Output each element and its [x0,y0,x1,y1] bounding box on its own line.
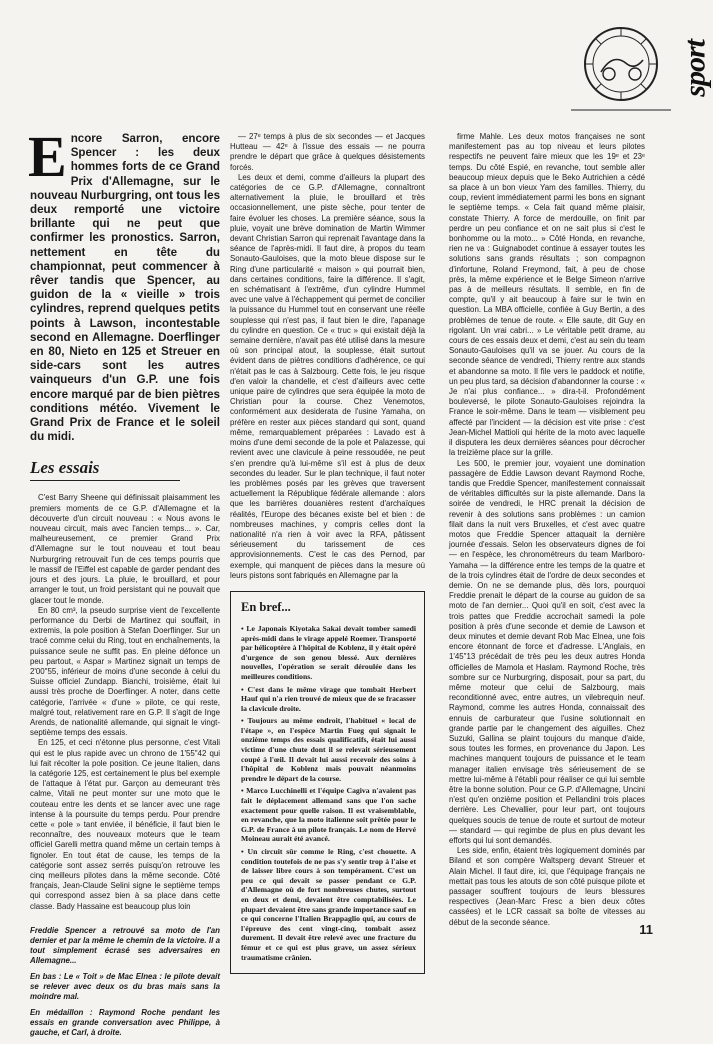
paragraph: En 80 cm³, la pseudo surprise vient de l'excellente performance du Derbi de Martinez qui souffait, in extremis, la pole position à Stefan Doerflinger. Sur un tracé comme celui du Ring, tout en enchaînements, la puissance seule ne suffit pas. En pleine défonce un peu partout, « Aspar » Martinez signait un temps de 2'00"55, inférieur de moins d'une seconde à celui du Suisse officiel Zundapp. Bianchi, troisième, était lui aussi très proche de Doerflinger. A noter, dans cette catégorie, l'arrivée « d'une » pilote, ce qui reste, malgré tout, relativement rare en G.P. Il s'agit de Inge Arends, de nationalité allemande, qui signait le vingt-septième temps des essais. [30,605,220,738]
sport-word: sport [679,40,712,97]
column-2 [230,132,425,974]
bref-item: • Toujours au même endroit, l'habituel « local de l'étape », en l'espèce Martin Fueg qui signait le onzième temps des essais qualificatifs, était lui aussi victime d'une chute dont il se relevait sérieusement coupé à l'œil. Il devait lui aussi recevoir des soins à l'hôpital de Koblenz mais pouvait néanmoins prendre le départ de la course. [241,716,416,783]
paragraph: Les side, enfin, étaient très logiquement dominés par Biland et son compère Waltsperg devant Streuer et Alain Michel. Il faut dire, ici, que l'équipage français ne mettait pas tous les atouts de son côté puisque pilote et passager souffrent toujours de leurs blessures respectives (Jean-Marc Fresc a bien deux côtes cassées) et le LCR cassait sa boîte de vitesses au début de la seconde séance. [449,846,645,927]
sport-badge [561,12,712,124]
col3-body [449,132,645,928]
paragraph: C'est Barry Sheene qui définissait plaisamment les premiers moments de ce G.P. d'Allemagne et la découverte d'un circuit nouveau : « Nous avons le nouveau circuit, mais avec l'ancien temps... ». Car, malheureusement, ce premier Grand Prix d'Allemagne sur le tout nouveau et tout beau Nurburgring retrouvait l'un de ces temps pourris que le massif de l'Eiffel est capable de garder pendant des jours et des jours. La pluie, le brouillard, et pour arranger le tout, un froid persistant qui ne pouvait que glacer tout le monde. [30,493,220,605]
paragraph: — 27ᵉ temps à plus de six secondes — et Jacques Hutteau — 42ᵉ à l'issue des essais — ne pourra prendre le départ que grâce à quelques désistements forcés. [230,132,425,172]
bref-item: • Un circuit sûr comme le Ring, c'est chouette. A condition toutefois de ne pas s'y sentir trop à l'aise et de laisser libre cours à son tempérament. C'est un peu ce qui devait se passer pendant ce G.P. d'Allemagne où de fort nombreuses chutes, surtout en deux et demi, devaient être comptabilisées. Le plupart devaient être sans grande importance sauf en ce qui concerne l'Italien Brappaglio qui, au cours de l'épreuve des cent vingt-cinq, tombait assez durement. Il devait être relevé avec une fracture du fémur et ce qui est plus grave, un assez sérieux traumatisme crânien. [241,847,416,962]
caption: En bas : Le « Toit » de Mac Elnea : le pilote devait se relever avec deux os du bras mais sans la moindre mal. [30,971,220,1001]
lead-text: ncore Sarron, encore Spencer : les deux hommes forts de ce Grand Prix d'Allemagne, sur le nouveau Nurburgring, ont tous les deux remporté une victoire brillante qui ne peut que confirmer les pronostics. Sarron, nettement en tête du championnat, peut commencer à rêver tandis que Spencer, au guidon de la « vieille » trois cylindres, reprend quelques petits points à Lawson, incontestable second en Allemagne. Doerflinger en 80, Nieto en 125 et Streuer en side-cars sont les autres vainqueurs d'un G.P. une fois encore marqué par de bien piètres conditions météo. Vivement le Grand Prix de France et le soleil du midi. [30,132,221,444]
paragraph: Les deux et demi, comme d'ailleurs la plupart des catégories de ce G.P. d'Allemagne, connaîtront alternativement la pluie, le brouillard et très occasionnellement, une piste sèche, pour tenter de faire évoluer les choses. La première séance, sous la pluie, voyait une brève domination de Martin Wimmer devant Christian Sarron qui reprenait l'avantage dans la séance de l'après-midi. Il faut dire, à propos du team Sonauto-Gauloises, que la moto bleue dispose sur le Ring d'une particularité « maison » qui pourrait bien, dans certaines conditions, faire la différence. Il s'agit, en schématisant à l'extrême, d'un cylindre Hummel avec une valve à l'échappement qui permet de concilier la puissance du Hummel tout en conservant une réelle souplesse qui n'est pas, il faut bien le dire, l'apanage du cylindre en question. Ce « truc » qui existait déjà la semaine dernière, n'avait pas été utilisé dans la mesure où son principal atout, la souplesse, était surtout évident dans de piètres conditions d'adhérence, ce qui n'était pas le cas à Salzbourg. Cette fois, le jeu risque d'en valoir la chandelle, et c'est d'ailleurs avec cette unique paire de cylindres que sera équipée la moto de Christian pour la course. Chez Venemotos, conformément aux desiderata de l'usine Yamaha, on préfère en rester aux pièces standard qui sont, quand même, remarquablement préparées : Lavado est à moins d'une demi seconde de la pole et Palazesse, qui revient avec une clavicule à peine ressoudée, ne peut s'en prendre qu'à lui-même s'il est à plus de deux secondes du leader. Sur le plan technique, il faut noter les problèmes posés par les grèves que traversent actuellement la République fédérale allemande : alors que les barrières douanières restent d'archaïques réalités, l'Europe des bécanes existe bel et bien : de nombreuses machines, y compris celles dont la nationalité n'a rien à voir avec la RFA, pâtissent sérieusement du tarissement de ces approvisionnements. C'est le cas des Pernod, par exemple, qui manquent de pièces dans la mesure où leurs pistons sont fabriqués en Allemagne par la [230,172,425,580]
col2-body [230,132,425,581]
paragraph: En 125, et ceci n'étonne plus personne, c'est Vitali qui est le plus rapide avec un chrono de 1'55"42 qui lui fait récolter la pole position. Ce jeune Italien, dans la catégorie 125, est certainement le plus bel exemple de l'attaque à l'état pur. Garçon au demeurant très calme, Vitali ne peut monter sur une moto que le couteau entre les dents et se lancer avec une rage intense à la poursuite du temps perdu. Pour prendre cette « pole » tant enviée, il bénéficie, il faut bien le reconnaître, des nouveaux moteurs que le team officiel Garelli mettra quand même un certain temps à fignoler. En tout état de cause, les temps de la catégorie sont assez serrés puisqu'on retrouve les cinq meilleurs pilotes dans la même seconde. Côté français, Jean-Claude Selini signe le septième temps qui correspond assez bien à sa place dans cette classe. Bady Hassaine est beaucoup plus loin [30,738,220,911]
drop-cap: E [28,124,67,189]
col1-body [30,493,220,911]
badge-illustration [561,12,681,124]
photo-captions [30,926,220,1038]
bref-item: • C'est dans le même virage que tombait Herbert Hauf qui n'a rien trouvé de mieux que de se fracasser la clavicule droite. [241,684,416,713]
column-1 [28,124,221,1044]
bref-item: • Marco Lucchinelli et l'équipe Cagiva n'avaient pas fait le déplacement allemand sans que l'on sache exactement pour quelle raison. Il est vraisemblable, en revanche, que la moto italienne soit prêtée pour le G.P. de France à un pilote français. Le nom de Hervé Moineau aurait été avancé. [241,786,416,844]
lead-paragraph [28,124,221,444]
paragraph: Les 500, le premier jour, voyaient une domination passagère de Eddie Lawson devant Raymond Roche, tandis que Freddie Spencer, manifestement connaissait de véritables difficultés sur la piste allemande. Dans la soirée de vendredi, le HRC prenait la décision de revenir à des solutions sans problèmes : un camion filait dans la nuit vers Bruxelles, et c'est avec quatre motos que Freddie Spencer attaquait la dernière journée d'essais. Selon les observateurs dignes de foi — en l'espèce, les chronométreurs du team Marlboro-Yamaha — la différence entre les temps de la quatre et de la trois cylindres était de l'ordre de deux secondes et demie. On ne se demande plus, dès lors, pourquoi Freddie prenait le départ de la course au guidon de sa moto de l'an dernier... Quoi qu'il en soit, c'est avec la trois pattes que Freddie accrochait samedi la pole position à près d'une seconde et demie de Lawson et deux minutes et demie devant Rob Mac Elnea, une fois encore étonnant de force et d'adresse. L'Anglais, en 1'45"13 précédait de très peu les deux autres Honda officielles de Mamola et Haslam. Raymond Roche, très sombre sur ce Nurburgring, disposait, pour sa part, du même moteur que celui de Salzbourg, mais reconditionné avec, entre autres, un vilebrequin neuf. Raymond, comme les autres Honda, connaissait des ennuis de carburateur que l'usine solutionnait en grande partie par le changement des aiguilles. Chez Suzuki, Gallina se plaint toujours du manque d'aide, sous toutes les formes, en provenance du Japon. Les machines manquent toujours de puissance et le team manager italien envisage très sérieusement de se mettre lui-même à l'établi pour réaliser ce qui lui semble être la bonne solution. Pour ce G.P. d'Allemagne, Uncini n'est qu'en onzième position et Pellandini trois places derrière. Les Chevallier, pour leur part, ont toujours quelques soucis de tenue de route et surtout de moteur — standard — qui regimbe de plus en plus devant les efforts qui lui sont demandés. [449,458,645,846]
section-title: Les essais [30,458,180,481]
paragraph: firme Mahle. Les deux motos françaises ne sont manifestement pas au top niveau et leurs pilotes respectifs ne peuvent faire mieux que les 19ᵉ et 23ᵉ temps. Du côté Espié, en revanche, tout semble aller beaucoup mieux depuis que le Beko Autrichien a cédé sa place à un bon vieux Yam des familles. Thierry, du coup, revient immédiatement parmi les bons en signant le septième temps. « Cela fait quand même plaisir, constate Thierry. A force de merdouille, on finit par perdre un peu confiance et on ne sait plus si c'est le bonhomme ou la moto... » Côté Honda, en revanche, rien ne va : Guignabodet continue à essayer toutes les solutions sans grands résultats ; son compagnon d'infortune, Roland Freymond, fait, à peu de chose près, la même expérience et le Belge Simeon n'arrive pas à de meilleurs résultats. Il semble, en fin de compte, qu'il y ait beaucoup à faire sur le twin en question. La MBA officielle, confiée à Guy Bertin, a des problèmes de tenue de route. « Elle saute, dit Guy en rigolant. Un vrai cabri... » Le véritable petit drame, au cours de ces essais deux et demi, c'est au sein du team Sonauto-Gauloises qu'il va se jouer. Au cours de la seconde séance de vendredi, Thierry rentre aux stands et abandonne sa moto. Il file vers le paddock et notifie, un peu plus tard, sa décision d'abandonner la course : « Je n'ai plus confiance... » dira-t-il. Profondément bouleversé, le pilote Sonauto-Gauloises rejoindra la France le soir-même. Dans le team — visiblement peu affecté par l'incident — la décision est vite prise : c'est Jean-Michel Mattioli qui hérite de la moto avec laquelle il disputera les deux dernières séances pour décrocher la treizième place sur la grille. [449,132,645,458]
column-3 [449,132,645,928]
bref-item: • Le Japonais Kiyotaka Sakai devait tomber samedi après-midi dans le virage appelé Roemer. Transporté par hélicoptère à l'hôpital de Koblenz, il y était opéré d'urgence de son genou blessé. Aux dernières nouvelles, l'opération se serait déroulée dans les meilleures conditions. [241,623,416,681]
page-number: 11 [639,922,653,937]
caption: En médaillon : Raymond Roche pendant les essais en grande conversation avec Philippe, à gauche, et Carl, à droite. [30,1007,220,1037]
en-bref-box [230,591,425,974]
en-bref-title: En bref... [241,599,291,614]
caption: Freddie Spencer a retrouvé sa moto de l'an dernier et par la même le chemin de la victoire. Il a tout simplement écrasé ses adversaires en Allemagne... [30,925,220,965]
